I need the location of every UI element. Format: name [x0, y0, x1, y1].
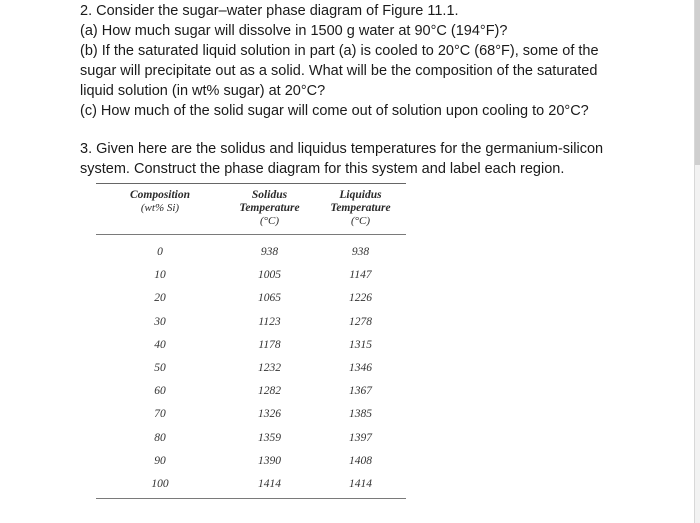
composition-cell: 20: [154, 292, 166, 305]
composition-cell: 100: [151, 477, 169, 490]
solidus-cell: 1414: [258, 477, 281, 490]
solidus-cell: 1123: [258, 315, 281, 328]
liquidus-cell: 1414: [349, 477, 372, 490]
solidus-cell: 1390: [258, 454, 281, 467]
solidus-header-unit: (°C): [259, 215, 280, 227]
question-2-line: liquid solution (in wt% sugar) at 20°C?: [80, 83, 326, 99]
solidus-cell: 1178: [258, 338, 281, 351]
composition-header-title: Composition: [129, 189, 191, 201]
composition-cell: 50: [154, 361, 166, 374]
question-2-line: (a) How much sugar will dissolve in 1500 g water at 90°C (194°F)?: [80, 23, 508, 39]
composition-header: [96, 184, 224, 234]
liquidus-cell: 1397: [349, 431, 372, 444]
solidus-cell: 1282: [258, 385, 281, 398]
solidus-header-title: Solidus: [251, 189, 288, 201]
solidus-cell: 1359: [258, 431, 281, 444]
question-2-text: [80, 1, 680, 121]
table-row: [96, 245, 406, 268]
composition-cell: 0: [157, 246, 163, 258]
composition-cell: 40: [154, 338, 166, 351]
liquidus-header-subtitle: Temperature: [330, 202, 391, 214]
liquidus-cell: 1147: [349, 269, 372, 282]
table-row: [96, 384, 406, 407]
ge-si-temperature-table: [96, 183, 406, 499]
question-2-line: (c) How much of the solid sugar will come out of solution upon cooling to 20°C?: [80, 103, 589, 119]
table-row: [96, 431, 406, 454]
liquidus-cell: 1346: [349, 361, 372, 374]
table-row: [96, 291, 406, 314]
solidus-header-subtitle: Temperature: [239, 202, 300, 214]
liquidus-cell: 1315: [349, 338, 372, 351]
question-3-line: system. Construct the phase diagram for this system and label each region.: [80, 161, 565, 177]
table-body: [96, 235, 406, 500]
scrollbar-track[interactable]: [694, 0, 700, 523]
composition-cell: 30: [154, 315, 166, 328]
liquidus-cell: 1278: [349, 315, 372, 328]
question-2-line: 2. Consider the sugar–water phase diagram of Figure 11.1.: [80, 3, 459, 19]
composition-cell: 80: [154, 431, 166, 444]
liquidus-header-unit: (°C): [350, 215, 371, 227]
solidus-cell: 1005: [258, 269, 281, 282]
composition-cell: 60: [154, 385, 166, 398]
table-row: [96, 268, 406, 291]
table-row: [96, 361, 406, 384]
question-2-line: sugar will precipitate out as a solid. What will be the composition of the saturated: [80, 63, 598, 79]
composition-header-unit: (wt% Si): [140, 202, 180, 214]
question-3-text: [80, 139, 680, 179]
liquidus-header: [315, 184, 406, 234]
table-row: [96, 454, 406, 477]
composition-cell: 10: [154, 269, 166, 282]
table-row: [96, 407, 406, 430]
question-3-line: 3. Given here are the solidus and liquidus temperatures for the germanium-silicon: [80, 141, 604, 157]
liquidus-cell: 938: [351, 246, 370, 258]
table-row: [96, 338, 406, 361]
liquidus-cell: 1385: [349, 408, 372, 421]
liquidus-header-title: Liquidus: [339, 189, 382, 201]
liquidus-cell: 1226: [349, 292, 372, 305]
solidus-cell: 938: [260, 246, 279, 258]
liquidus-cell: 1408: [349, 454, 372, 467]
table-header: [96, 184, 406, 234]
table-row: [96, 477, 406, 500]
composition-cell: 70: [154, 408, 166, 421]
scrollbar-thumb[interactable]: [695, 0, 700, 165]
solidus-cell: 1232: [258, 361, 281, 374]
liquidus-cell: 1367: [349, 385, 372, 398]
table-row: [96, 315, 406, 338]
solidus-header: [224, 184, 315, 234]
question-2-line: (b) If the saturated liquid solution in part (a) is cooled to 20°C (68°F), some of the: [80, 43, 599, 59]
solidus-cell: 1065: [258, 292, 281, 305]
composition-cell: 90: [154, 454, 166, 467]
solidus-cell: 1326: [258, 408, 281, 421]
